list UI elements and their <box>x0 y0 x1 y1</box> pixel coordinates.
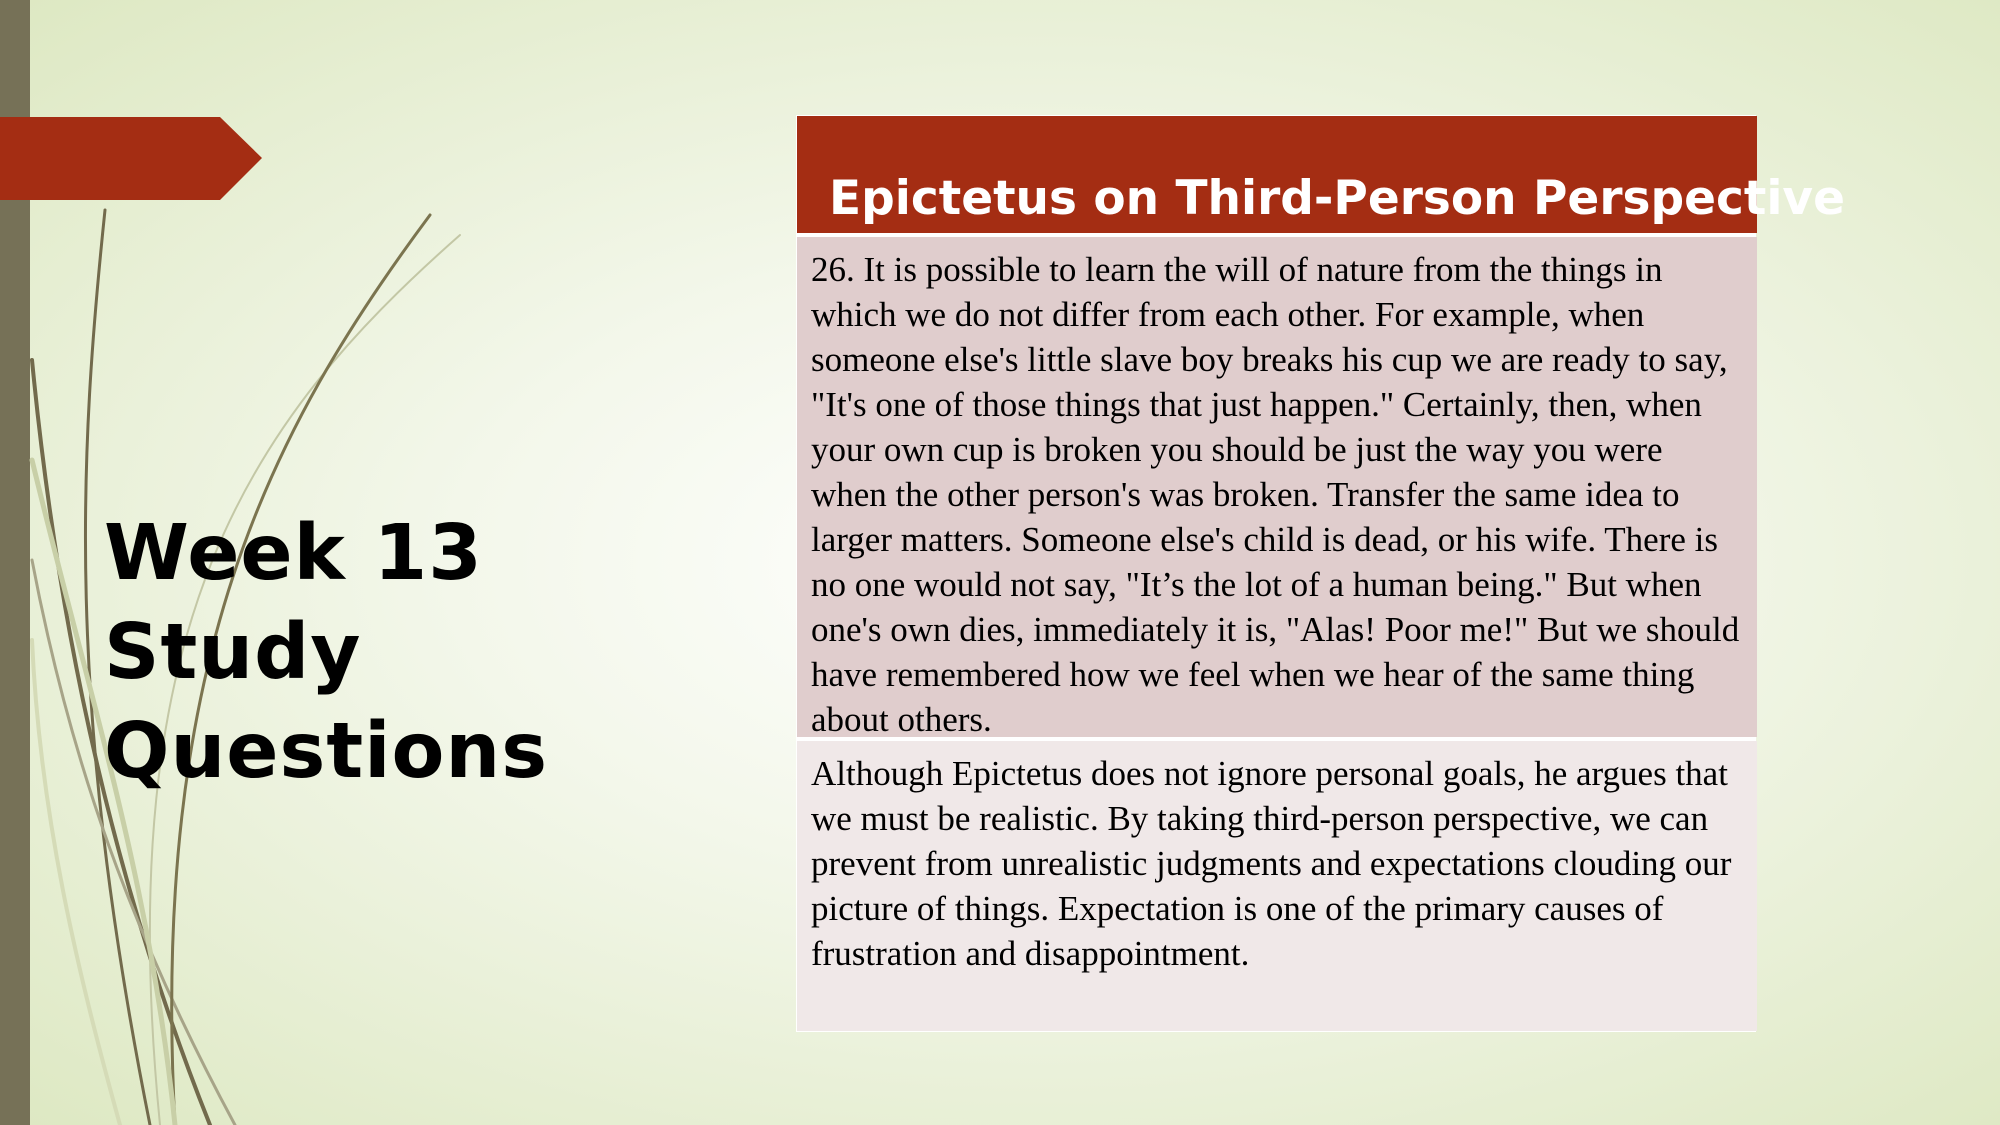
table-header: Epictetus on Third-Person Perspective <box>797 116 1757 233</box>
quote-table <box>796 115 1845 1032</box>
table-cell-commentary: Although Epictetus does not ignore personal goals, he argues that we must be realistic. By taking third-person perspective, we can prevent from unrealistic judgments and expectations clouding our picture of things. Expectation is one of the primary causes of frustration and disappointment. <box>797 741 1757 1031</box>
slide-title <box>104 504 548 801</box>
slide-title-line: Week 13 <box>104 509 483 598</box>
accent-arrow-tag <box>0 117 262 200</box>
slide-title-line: Study <box>104 608 362 697</box>
slide-title-line: Questions <box>104 707 549 796</box>
table-cell-quote: 26. It is possible to learn the will of nature from the things in which we do not differ from each other. For example, when someone else's little slave boy breaks his cup we are ready to say, "It's one of those things that just happen." Certainly, then, when your own cup is broken you should be just the way you were when the other person's was broken. Transfer the same idea to larger matters. Someone else's child is dead, or his wife. There is no one would not say, "It’s the lot of a human being." But when one's own dies, immediately it is, "Alas! Poor me!" But we should have remembered how we feel when we hear of the same thing about others. <box>797 237 1757 737</box>
